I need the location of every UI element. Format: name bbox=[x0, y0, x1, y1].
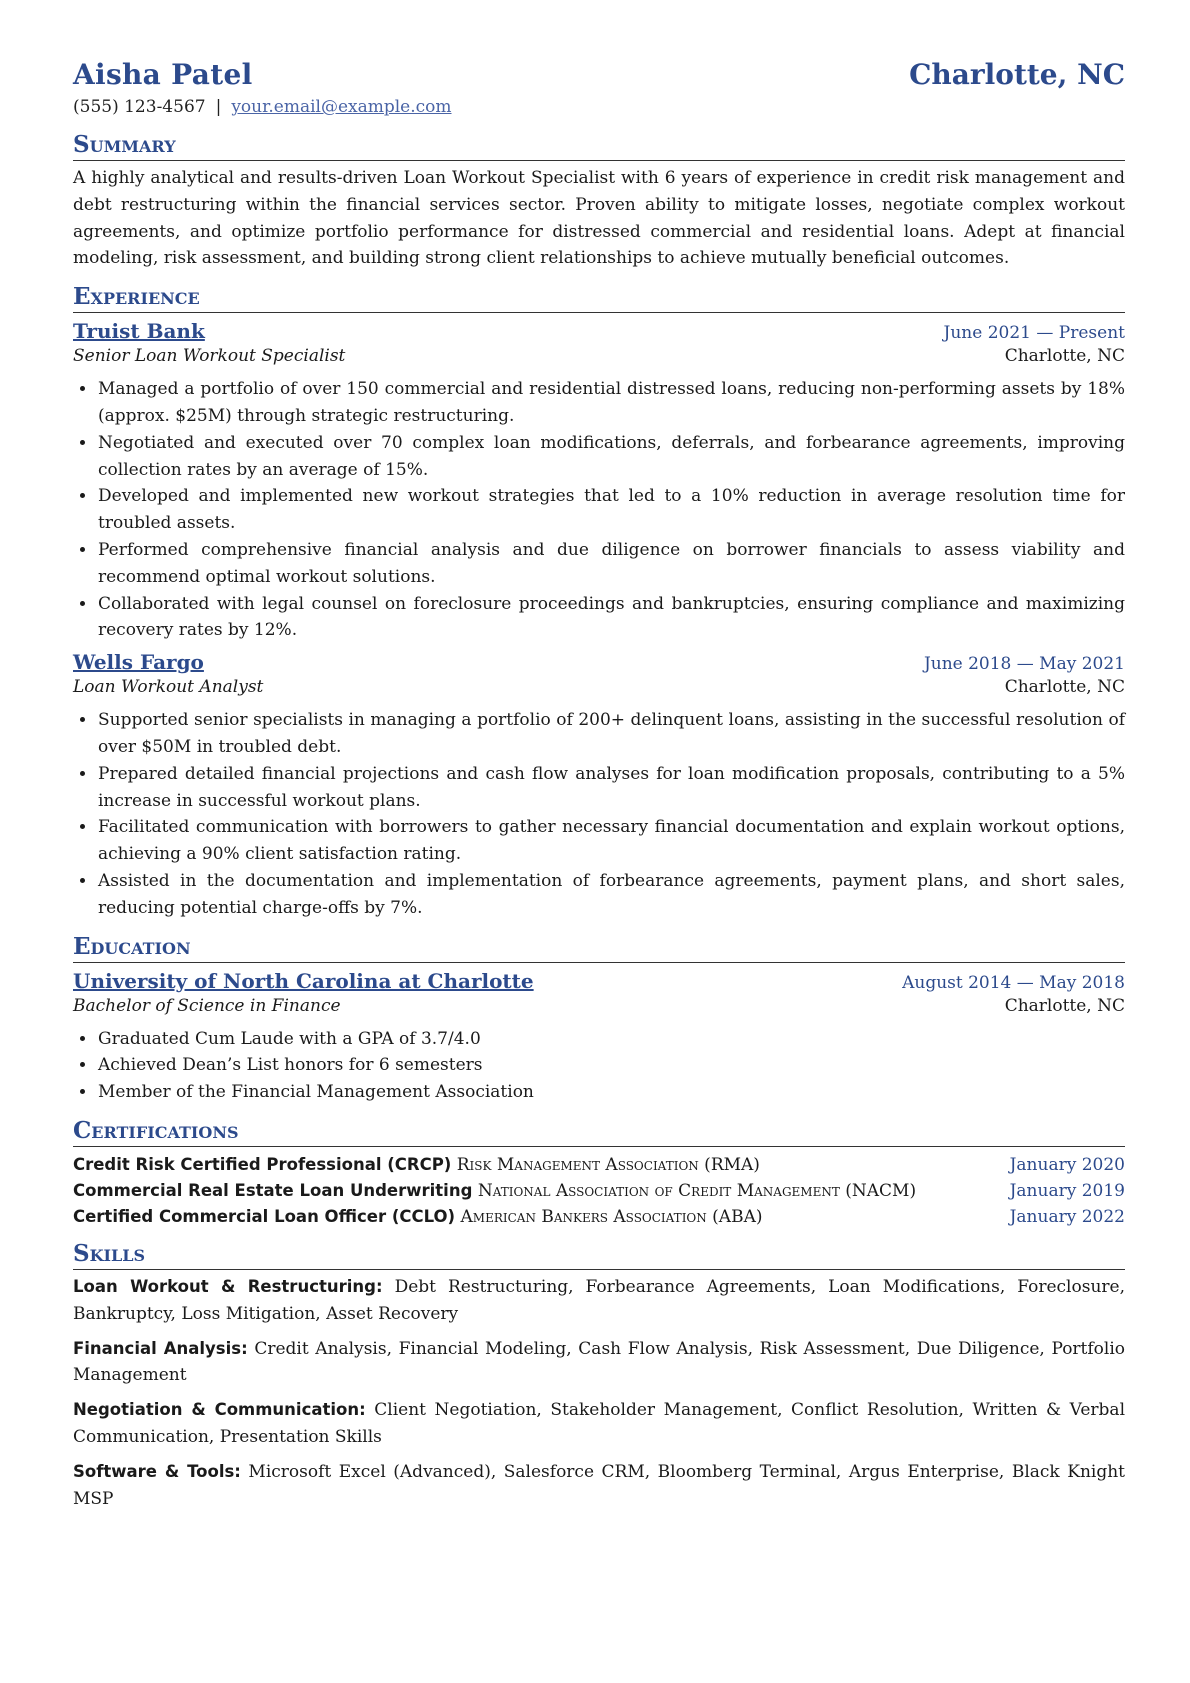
certification-issuer: American Bankers Association (ABA) bbox=[460, 1206, 763, 1227]
entry-header bbox=[73, 969, 1125, 993]
skill-category: Loan Workout & Restructuring: bbox=[73, 1276, 383, 1296]
certification-item bbox=[73, 1153, 1125, 1177]
certification-issuer: National Association of Credit Management (NACM) bbox=[477, 1180, 917, 1201]
entry-header bbox=[73, 650, 1125, 674]
entry-header bbox=[73, 319, 1125, 343]
certification-name: Commercial Real Estate Loan Underwriting bbox=[73, 1180, 473, 1200]
certification-list bbox=[73, 1153, 1125, 1229]
skill-items: Microsoft Excel (Advanced), Salesforce CRM, Bloomberg Terminal, Argus Enterprise, Black Knight MSP bbox=[73, 1461, 1125, 1509]
employer-name[interactable]: Wells Fargo bbox=[73, 650, 204, 675]
section-title-certifications: Certifications bbox=[73, 1116, 1125, 1147]
section-title-skills: Skills bbox=[73, 1239, 1125, 1270]
header bbox=[73, 58, 1125, 91]
certification-date: January 2020 bbox=[1009, 1154, 1125, 1175]
certification-issuer: Risk Management Association (RMA) bbox=[456, 1154, 760, 1175]
skill-group bbox=[73, 1397, 1125, 1451]
achievement-item: • Facilitated communication with borrowers to gather necessary financial documentation and explain workout options, achieving a 90% client satisfaction rating. bbox=[97, 814, 1125, 868]
resume-page bbox=[73, 58, 1125, 1512]
job-title: Loan Workout Analyst bbox=[73, 677, 264, 698]
certification-name: Credit Risk Certified Professional (CRCP) bbox=[73, 1154, 452, 1174]
employer-name[interactable]: Truist Bank bbox=[73, 319, 205, 344]
certification-item bbox=[73, 1179, 1125, 1203]
achievement-item: • Managed a portfolio of over 150 commercial and residential distressed loans, reducing non-performing assets by 18% (approx. $25M) through strategic restructuring. bbox=[97, 376, 1125, 430]
certification-text bbox=[73, 1205, 1010, 1229]
section-title-education: Education bbox=[73, 932, 1125, 963]
experience-entry bbox=[73, 650, 1125, 921]
achievement-list bbox=[73, 376, 1125, 644]
job-title: Senior Loan Workout Specialist bbox=[73, 346, 346, 367]
skill-group bbox=[73, 1274, 1125, 1328]
skill-items: Client Negotiation, Stakeholder Management, Conflict Resolution, Written & Verbal Communication, Presentation Skills bbox=[73, 1400, 1126, 1447]
achievement-item: • Negotiated and executed over 70 complex loan modifications, deferrals, and forbearance agreements, improving collection rates by an average of 15%. bbox=[97, 430, 1125, 484]
school-location: Charlotte, NC bbox=[1004, 995, 1125, 1016]
school-name[interactable]: University of North Carolina at Charlotte bbox=[73, 968, 534, 993]
skill-group bbox=[73, 1336, 1125, 1390]
employment-dates: June 2018 — May 2021 bbox=[923, 654, 1125, 675]
section-title-experience: Experience bbox=[73, 282, 1125, 313]
education-entry bbox=[73, 969, 1125, 1106]
job-location: Charlotte, NC bbox=[1004, 346, 1125, 367]
certification-date: January 2019 bbox=[1009, 1180, 1125, 1201]
entry-subheader bbox=[73, 677, 1125, 697]
education-item: • Achieved Dean’s List honors for 6 semesters bbox=[97, 1052, 1125, 1079]
certification-item bbox=[73, 1205, 1125, 1229]
experience-entry bbox=[73, 319, 1125, 644]
degree: Bachelor of Science in Finance bbox=[73, 995, 341, 1016]
certification-name: Certified Commercial Loan Officer (CCLO) bbox=[73, 1206, 456, 1226]
achievement-item: • Developed and implemented new workout strategies that led to a 10% reduction in average resolution time for troubled assets. bbox=[97, 483, 1125, 537]
skill-group bbox=[73, 1459, 1125, 1513]
entry-subheader bbox=[73, 996, 1125, 1016]
achievement-list bbox=[73, 707, 1125, 921]
skill-category: Negotiation & Communication: bbox=[73, 1400, 366, 1420]
certification-text bbox=[73, 1153, 1010, 1177]
certification-text bbox=[73, 1179, 1010, 1203]
achievement-item: • Supported senior specialists in managing a portfolio of 200+ delinquent loans, assisting in the successful resolution of over $50M in troubled debt. bbox=[97, 707, 1125, 761]
skill-items: Credit Analysis, Financial Modeling, Cash Flow Analysis, Risk Assessment, Due Diligence, Portfolio Management bbox=[73, 1338, 1126, 1386]
summary-text: A highly analytical and results-driven Loan Workout Specialist with 6 years of experience in credit risk management and debt restructuring within the financial services sector. Proven ability to mitigate losses, negotiate complex workout agreements, and optimize portfolio performance for distressed commercial and residential loans. Adept at financial modeling, risk assessment, and building strong client relationships to achieve mutually beneficial outcomes. bbox=[73, 168, 1125, 269]
job-location: Charlotte, NC bbox=[1004, 677, 1125, 698]
certification-date: January 2022 bbox=[1009, 1206, 1125, 1227]
skill-category: Financial Analysis: bbox=[73, 1338, 248, 1358]
education-item: • Member of the Financial Management Association bbox=[97, 1079, 1125, 1106]
contact-separator: | bbox=[215, 97, 222, 117]
achievement-item: • Collaborated with legal counsel on foreclosure proceedings and bankruptcies, ensuring compliance and maximizing recovery rates by 12%. bbox=[97, 591, 1125, 645]
education-dates: August 2014 — May 2018 bbox=[902, 972, 1125, 993]
education-item: • Graduated Cum Laude with a GPA of 3.7/4.0 bbox=[97, 1026, 1125, 1053]
achievement-item: • Prepared detailed financial projections and cash flow analyses for loan modification proposals, contributing to a 5% increase in successful workout plans. bbox=[97, 761, 1125, 815]
employment-dates: June 2021 — Present bbox=[943, 323, 1125, 344]
section-title-summary: Summary bbox=[73, 130, 1125, 161]
email-link[interactable]: your.email@example.com bbox=[231, 97, 452, 117]
achievement-item: • Assisted in the documentation and implementation of forbearance agreements, payment plans, and short sales, reducing potential charge-offs by 7%. bbox=[97, 868, 1125, 922]
contact-line bbox=[73, 97, 1125, 117]
skill-items: Debt Restructuring, Forbearance Agreements, Loan Modifications, Foreclosure, Bankruptcy, Loss Mitigation, Asset Recovery bbox=[73, 1276, 1125, 1324]
education-list bbox=[73, 1026, 1125, 1106]
candidate-location: Charlotte, NC bbox=[909, 58, 1125, 91]
entry-subheader bbox=[73, 346, 1125, 366]
candidate-name: Aisha Patel bbox=[73, 58, 253, 91]
skill-category: Software & Tools: bbox=[73, 1461, 241, 1481]
achievement-item: • Performed comprehensive financial analysis and due diligence on borrower financials to assess viability and recommend optimal workout solutions. bbox=[97, 537, 1125, 591]
phone-number: (555) 123-4567 bbox=[73, 97, 206, 117]
